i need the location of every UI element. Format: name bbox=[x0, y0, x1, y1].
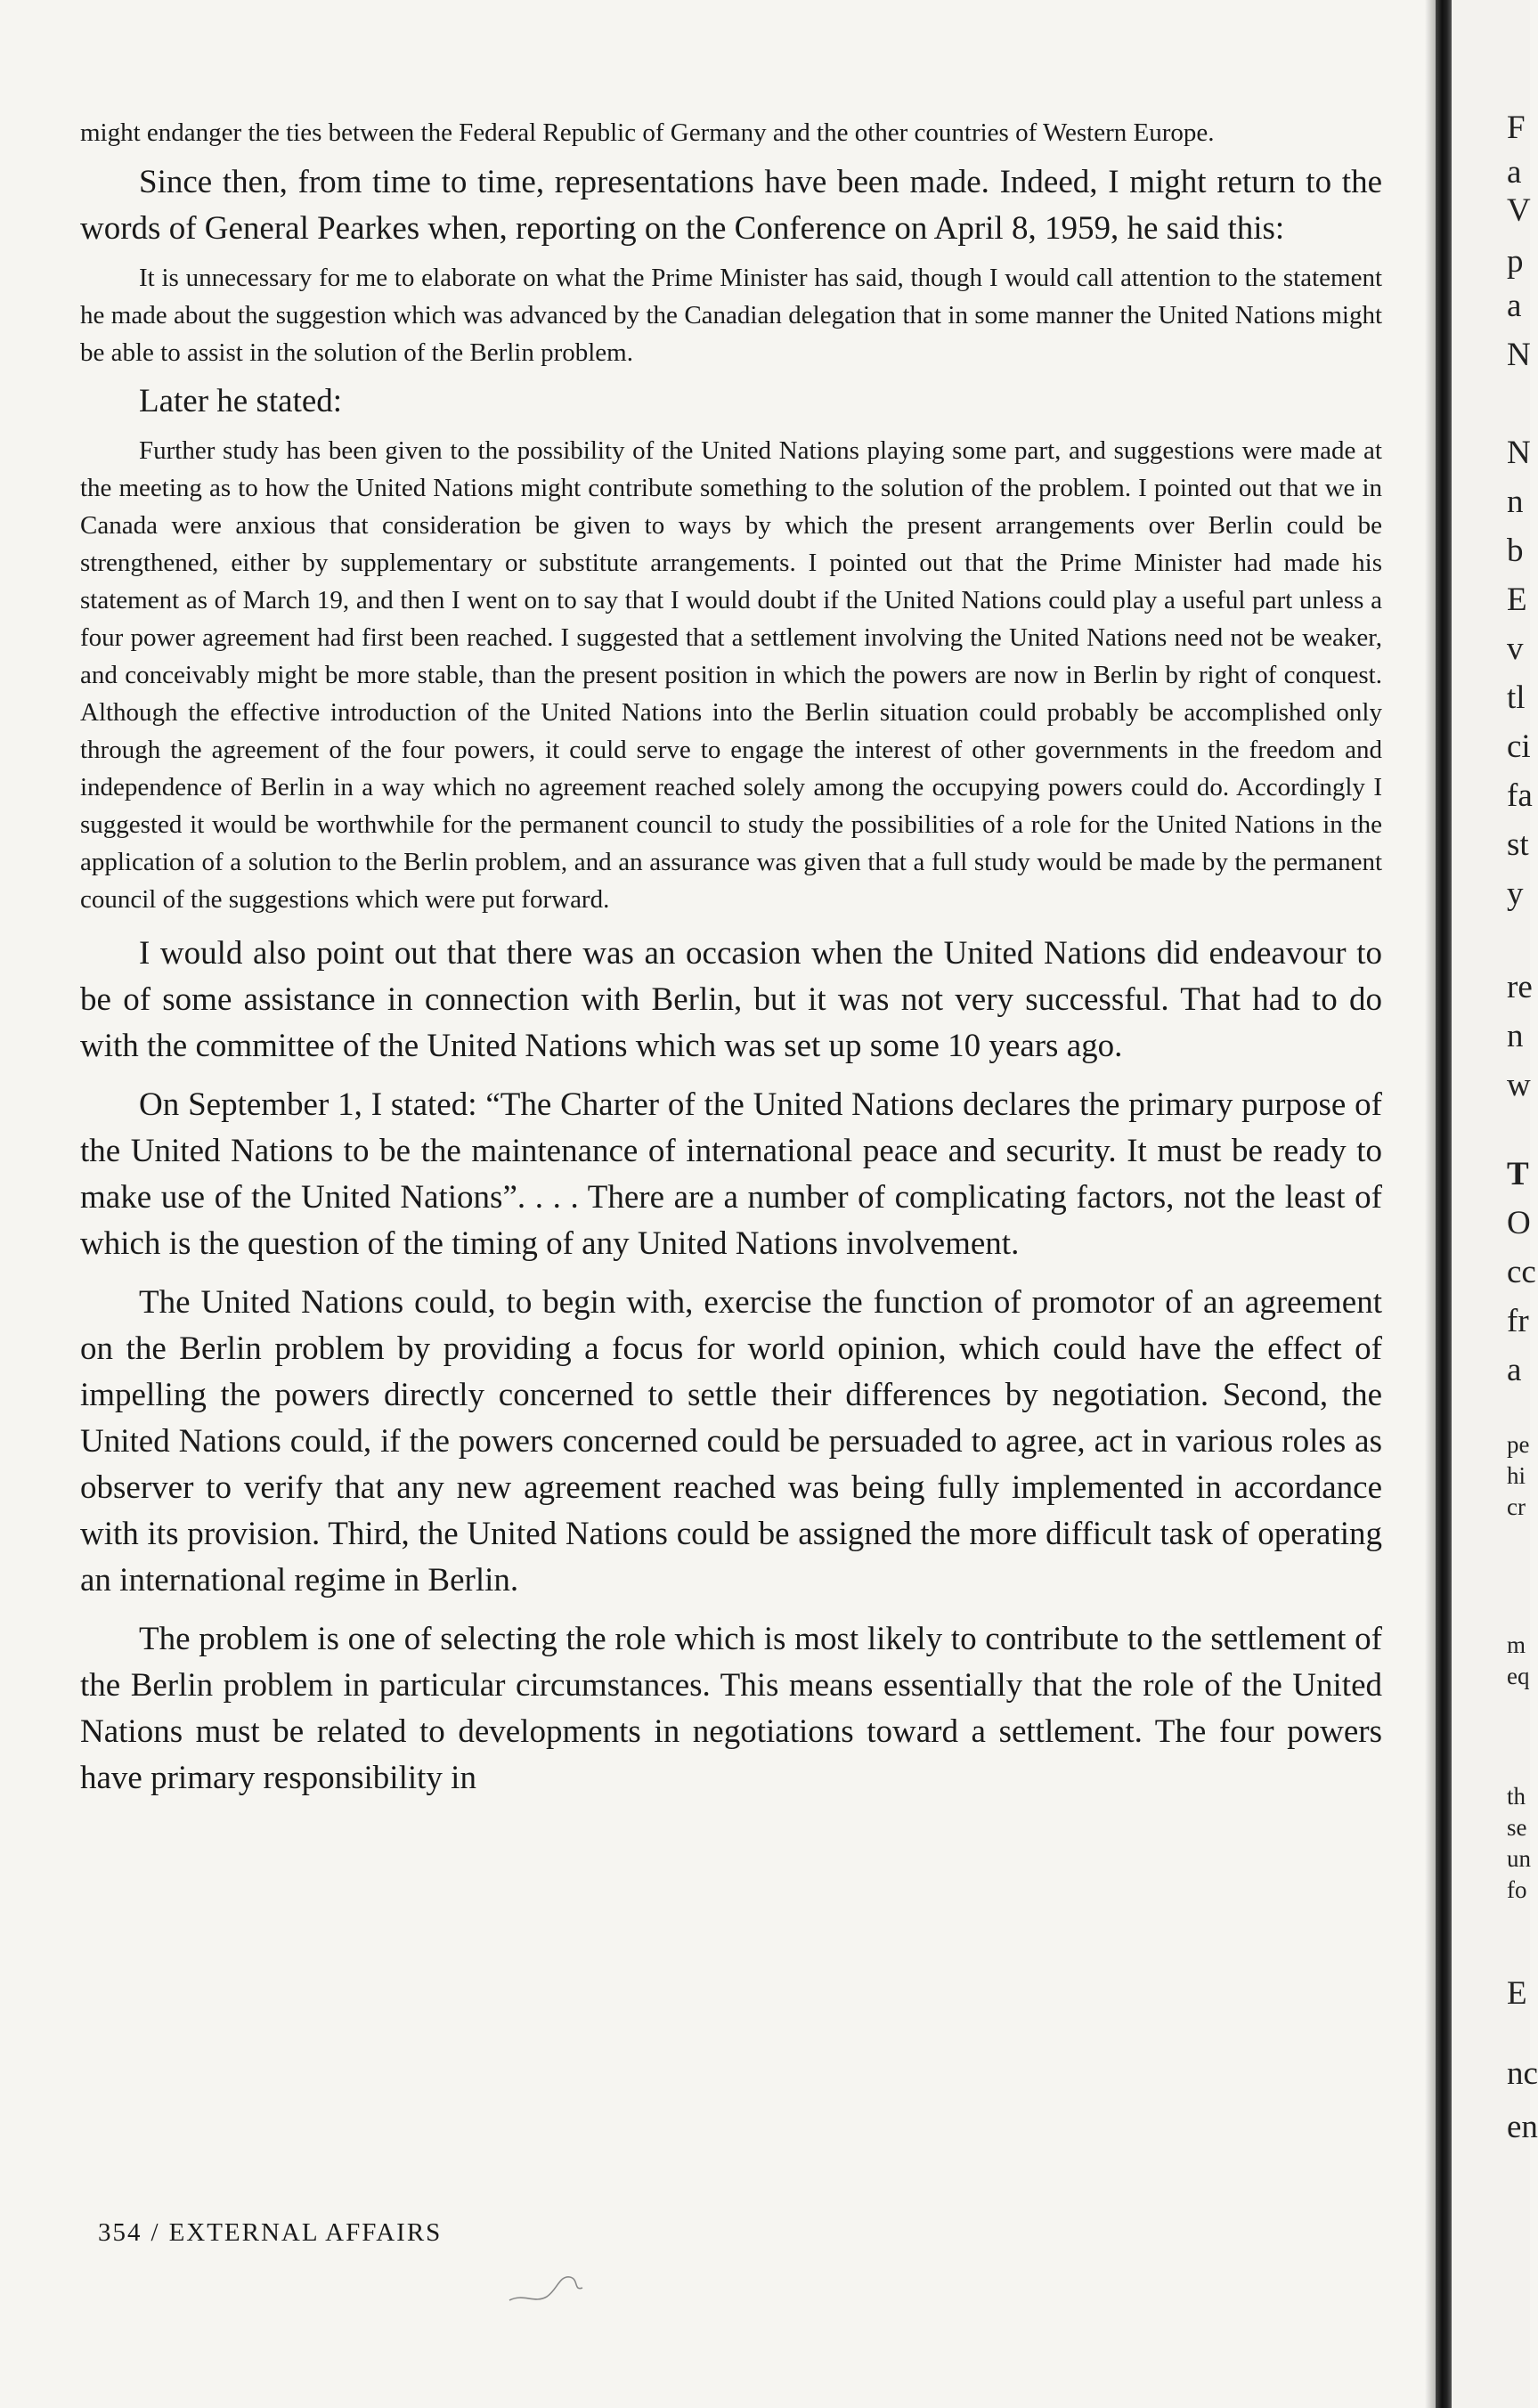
adjacent-page-fragment: E bbox=[1507, 582, 1527, 618]
page-number: 354 bbox=[98, 2218, 142, 2247]
adjacent-page-fragment: p bbox=[1507, 243, 1524, 280]
adjacent-page-fragment: ci bbox=[1507, 728, 1531, 765]
adjacent-page-fragment: T bbox=[1507, 1156, 1529, 1192]
adjacent-page-fragment: th bbox=[1507, 1783, 1526, 1810]
adjacent-page-fragment: n bbox=[1507, 1018, 1524, 1054]
adjacent-page-fragment: st bbox=[1507, 826, 1529, 863]
paragraph-continued: might endanger the ties between the Federal Republic of Germany and the other countries of Western Europe. bbox=[80, 118, 1215, 147]
adjacent-page-fragment: a bbox=[1507, 154, 1522, 191]
adjacent-page-fragment: hi bbox=[1507, 1462, 1526, 1489]
paragraph-roles: The United Nations could, to begin with, exercise the function of promotor of an agreement on the Berlin problem by providing a focus for world opinion, which could have the effect of impelling the powers directly concerned to settle their differences by negotiation. Second, the United Nations could, if the powers concerned could be persuaded to agree, act in various roles as observer to verify that any new agreement reached was being fully implemented in accordance with its provision. Third, the United Nations could be assigned the more difficult task of operating an international regime in Berlin. bbox=[80, 1284, 1382, 1599]
adjacent-page-fragment: nc bbox=[1507, 2055, 1538, 2092]
adjacent-page-fragment: v bbox=[1507, 630, 1524, 667]
paragraph-problem: The problem is one of selecting the role which is most likely to contribute to the settlement of the Berlin problem in particular circumstances. This means essentially that the role of the United Nations must be related to developments in negotiations toward a settlement. The four powers have primary responsibility in bbox=[80, 1621, 1382, 1796]
adjacent-page-fragment: n bbox=[1507, 484, 1524, 520]
adjacent-page-fragment: fo bbox=[1507, 1876, 1527, 1903]
adjacent-page-fragment: tl bbox=[1507, 679, 1526, 716]
adjacent-page-strip bbox=[1452, 0, 1538, 2408]
adjacent-page-fragment: pe bbox=[1507, 1431, 1530, 1458]
adjacent-page-fragment: re bbox=[1507, 969, 1533, 1005]
paragraph-representations: Since then, from time to time, representations have been made. Indeed, I might return to the words of General Pearkes when, reporting on the Conference on April 8, 1959, he said this: bbox=[80, 164, 1382, 247]
pen-mark-squiggle bbox=[508, 2258, 606, 2311]
adjacent-page-fragment: se bbox=[1507, 1814, 1527, 1841]
adjacent-page-fragment: cr bbox=[1507, 1493, 1526, 1520]
adjacent-page-fragment: en bbox=[1507, 2109, 1538, 2145]
adjacent-page-fragment: E bbox=[1507, 1975, 1527, 2012]
adjacent-page-fragment: a bbox=[1507, 1352, 1522, 1388]
adjacent-page-fragment: w bbox=[1507, 1067, 1531, 1103]
adjacent-page-fragment: N bbox=[1507, 337, 1531, 373]
body-text-column bbox=[80, 114, 1382, 1802]
adjacent-page-fragment: O bbox=[1507, 1205, 1531, 1241]
adjacent-page-fragment: un bbox=[1507, 1845, 1531, 1872]
paragraph-occasion: I would also point out that there was an occasion when the United Nations did endeavour to be of some assistance in connection with Berlin, but it was not very successful. That had to do with the committee of the United Nations which was set up some 10 years ago. bbox=[80, 935, 1382, 1064]
later-he-stated: Later he stated: bbox=[139, 383, 343, 419]
adjacent-page-fragment: fr bbox=[1507, 1303, 1529, 1339]
adjacent-page-fragment: fa bbox=[1507, 777, 1533, 814]
quote-pearkes-1: It is unnecessary for me to elaborate on what the Prime Minister has said, though I would call attention to the statement he made about the suggestion which was advanced by the Canadian delegation that in some manner the United Nations might be able to assist in the solution of the Berlin problem. bbox=[80, 264, 1382, 367]
adjacent-page-fragment: m bbox=[1507, 1631, 1526, 1658]
binding-shadow bbox=[1425, 0, 1436, 2408]
page-footer bbox=[98, 2218, 442, 2248]
binding-gutter bbox=[1436, 0, 1452, 2408]
paragraph-september: On September 1, I stated: “The Charter of the United Nations declares the primary purpose of the United Nations to be the maintenance of international peace and security. It must be ready to make use of the United Nations”. . . . There are a number of complicating factors, not the least of which is the question of the timing of any United Nations involvement. bbox=[80, 1086, 1382, 1262]
footer-slash: / bbox=[151, 2218, 160, 2247]
adjacent-page-fragment: a bbox=[1507, 288, 1522, 324]
publication-name: EXTERNAL AFFAIRS bbox=[168, 2218, 443, 2247]
adjacent-page-fragment: y bbox=[1507, 875, 1524, 912]
adjacent-page-fragment: cc bbox=[1507, 1254, 1536, 1290]
adjacent-page-fragment: eq bbox=[1507, 1663, 1530, 1689]
adjacent-page-fragment: V bbox=[1507, 192, 1531, 229]
adjacent-page-fragment: F bbox=[1507, 110, 1526, 146]
adjacent-page-fragment: b bbox=[1507, 533, 1524, 569]
adjacent-page-fragment: N bbox=[1507, 435, 1531, 471]
quote-pearkes-2: Further study has been given to the possibility of the United Nations playing some part, and suggestions were made at the meeting as to how the United Nations might contribute something to the solution of the problem. I pointed out that we in Canada were anxious that consideration be given to ways by which the present arrangements over Berlin could be strengthened, either by supplementary or substitute arrangements. I pointed out that the Prime Minister had made his statement as of March 19, and then I went on to say that I would doubt if the United Nations could play a useful part unless a four power agreement had first been reached. I suggested that a settlement involving the United Nations need not be weaker, and conceivably might be more stable, than the present position in which the powers are now in Berlin by right of conquest. Although the effective introduction of the United Nations into the Berlin situation could probably be accomplished only through the agreement of the four powers, it could serve to engage the interest of other governments in the freedom and independence of Berlin in a way which no agreement reached solely among the occupying powers could do. Accordingly I suggested it would be worthwhile for the permanent council to study the possibilities of a role for the United Nations in the application of a solution to the Berlin problem, and an assurance was given that a full study would be made by the permanent council of the suggestions which were put forward. bbox=[80, 436, 1382, 914]
